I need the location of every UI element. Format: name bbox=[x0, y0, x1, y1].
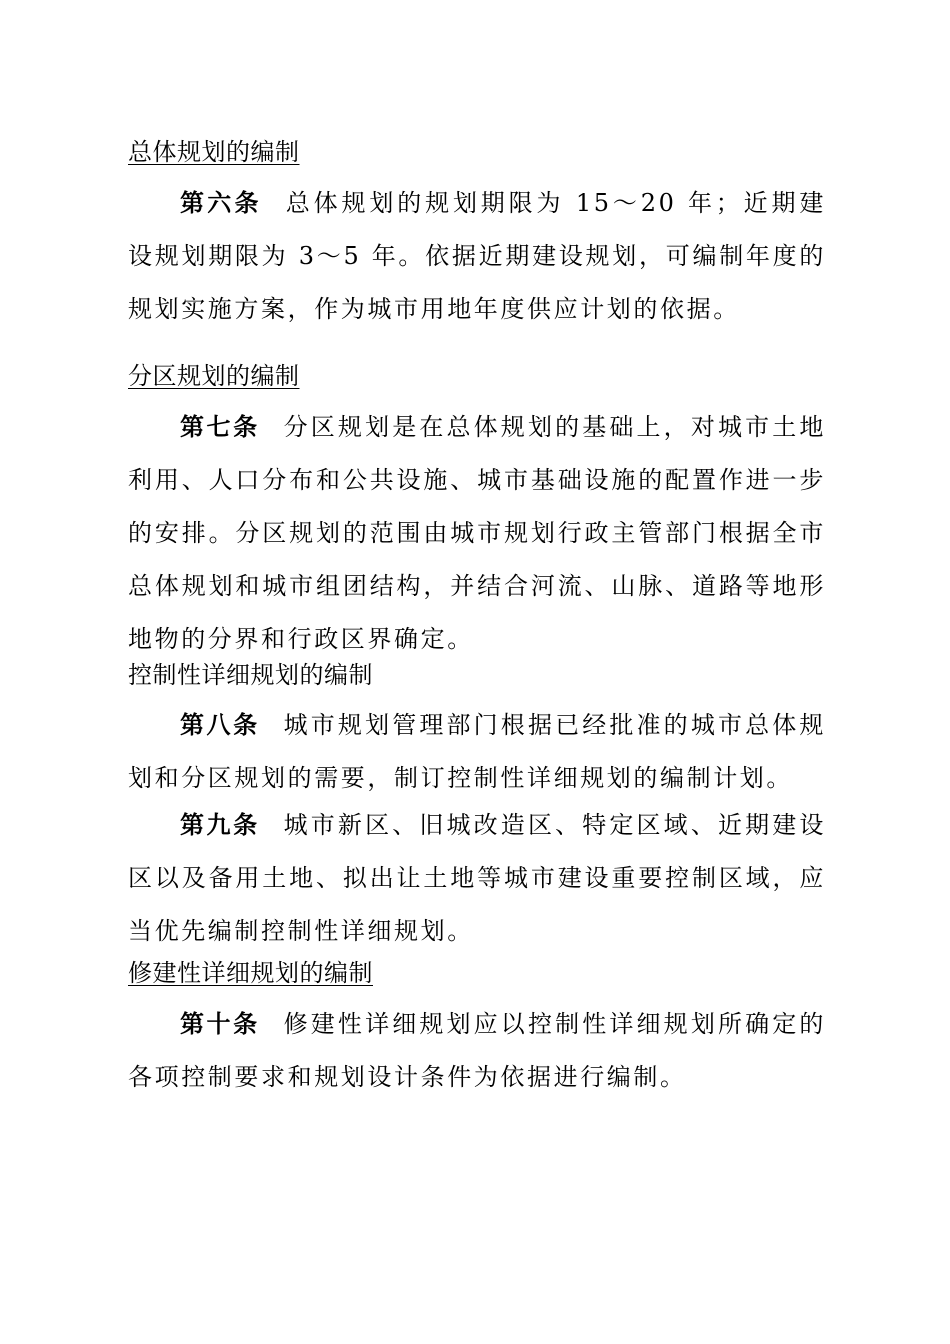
article-9-label: 第九条 bbox=[180, 810, 260, 839]
article-7 bbox=[128, 400, 826, 666]
article-9 bbox=[128, 798, 826, 958]
article-10-text: 修建性详细规划应以控制性详细规划所确定的各项控制要求和规划设计条件为依据进行编制。 bbox=[128, 1010, 827, 1091]
article-6 bbox=[128, 176, 826, 336]
article-7-label: 第七条 bbox=[180, 412, 260, 441]
article-8-text: 城市规划管理部门根据已经批准的城市总体规划和分区规划的需要，制订控制性详细规划的编制计划。 bbox=[128, 711, 827, 792]
section-heading-regulatory-plan: 控制性详细规划的编制 bbox=[128, 661, 373, 689]
article-8 bbox=[128, 698, 826, 805]
article-9-text: 城市新区、旧城改造区、特定区域、近期建设区以及备用土地、拟出让土地等城市建设重要控制区域，应当优先编制控制性详细规划。 bbox=[128, 811, 827, 945]
section-heading-site-plan: 修建性详细规划的编制 bbox=[128, 959, 373, 987]
article-7-text: 分区规划是在总体规划的基础上，对城市土地利用、人口分布和公共设施、城市基础设施的配置作进一步的安排。分区规划的范围由城市规划行政主管部门根据全市总体规划和城市组团结构，并结合河流、山脉、道路等地形地物的分界和行政区界确定。 bbox=[128, 413, 827, 653]
article-10 bbox=[128, 997, 826, 1104]
section-heading-master-plan: 总体规划的编制 bbox=[128, 138, 300, 166]
article-6-text: 总体规划的规划期限为 15～20 年；近期建设规划期限为 3～5 年。依据近期建设规划，可编制年度的规划实施方案，作为城市用地年度供应计划的依据。 bbox=[128, 189, 826, 323]
article-8-label: 第八条 bbox=[180, 710, 260, 739]
article-10-label: 第十条 bbox=[180, 1009, 260, 1038]
article-6-label: 第六条 bbox=[180, 188, 262, 217]
section-heading-district-plan: 分区规划的编制 bbox=[128, 362, 300, 390]
